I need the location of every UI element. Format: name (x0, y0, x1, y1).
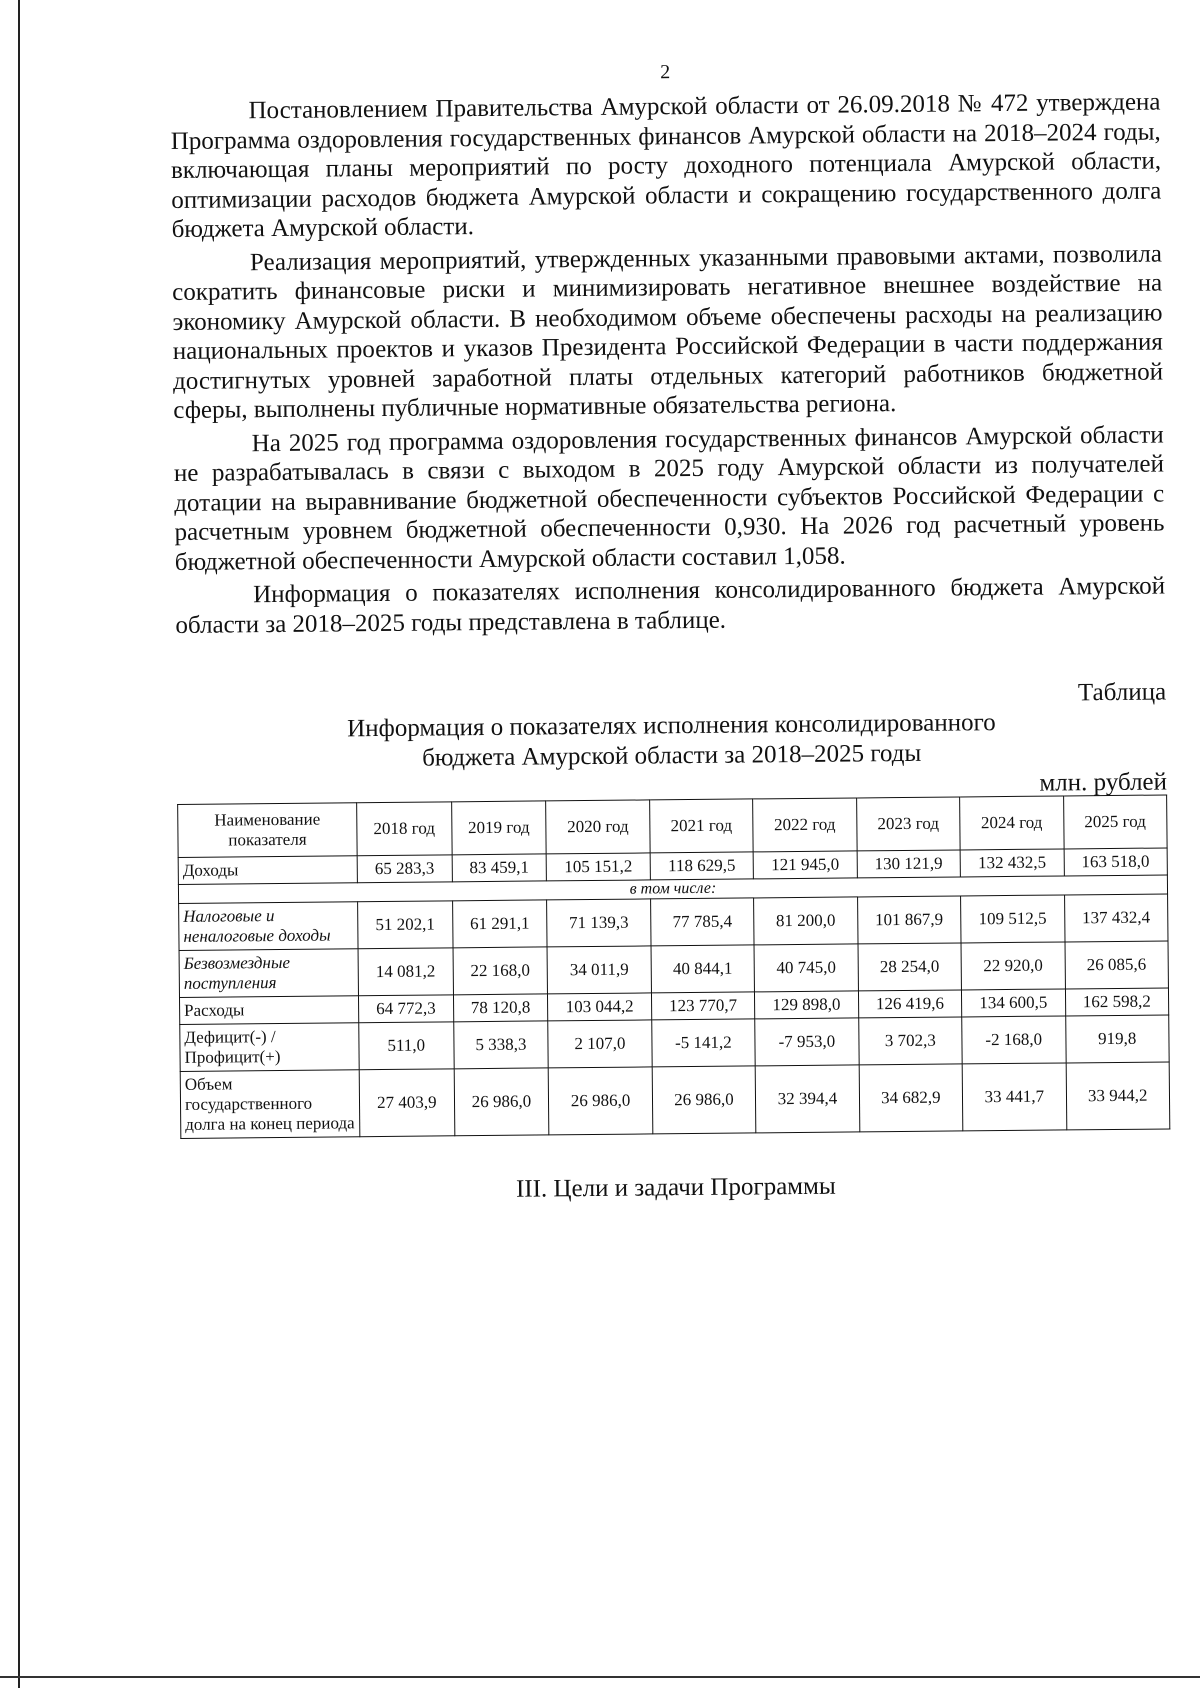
table-cell: 126 419,6 (858, 990, 962, 1018)
table-cell: 5 338,3 (453, 1021, 548, 1069)
header-cell: Наименование показателя (178, 803, 358, 858)
header-cell: 2018 год (357, 802, 452, 856)
table-cell: 78 120,8 (453, 994, 548, 1022)
table-row (180, 1062, 1170, 1138)
table-cell: 14 081,2 (358, 948, 453, 996)
table-cell: 81 200,0 (754, 897, 858, 945)
table-cell: 27 403,9 (359, 1069, 454, 1137)
table-cell: 163 518,0 (1064, 848, 1168, 876)
table-cell: 51 202,1 (358, 901, 453, 949)
table-cell: 919,8 (1065, 1015, 1169, 1063)
table-cell: 2 107,0 (548, 1020, 652, 1068)
row-name: Безвозмездные поступления (179, 949, 358, 998)
table-cell: 118 629,5 (650, 852, 754, 880)
table-cell: -5 141,2 (651, 1019, 755, 1067)
table-cell: 101 867,9 (857, 896, 961, 944)
row-name: Расходы (179, 996, 358, 1025)
table-units: млн. рублей (1039, 768, 1168, 797)
table-cell: 64 772,3 (358, 995, 453, 1023)
header-cell: 2019 год (451, 801, 546, 855)
table-subheading: в том числе: (178, 875, 1167, 903)
table-cell: 40 745,0 (754, 944, 858, 992)
table-cell: -7 953,0 (755, 1018, 859, 1066)
table-cell: 22 920,0 (961, 942, 1065, 990)
table-cell: 33 441,7 (962, 1063, 1066, 1131)
table-cell: 137 432,4 (1064, 894, 1168, 942)
table-cell: 22 168,0 (453, 947, 548, 995)
header-cell: 2021 год (649, 799, 753, 853)
document-page (170, 50, 1171, 1206)
table-cell: 129 898,0 (755, 991, 859, 1019)
header-cell: 2022 год (753, 798, 857, 852)
page-number: 2 (660, 61, 671, 84)
table-cell: 26 085,6 (1065, 941, 1169, 989)
table-cell: 34 011,9 (547, 946, 651, 994)
table-cell: 65 283,3 (357, 855, 452, 883)
table-cell: 26 986,0 (454, 1068, 549, 1136)
table-title-line-1: Информация о показателях исполнения консолидированного (347, 709, 996, 743)
header-cell: 2020 год (546, 800, 650, 854)
table-cell: 33 944,2 (1066, 1062, 1170, 1130)
table-cell: 77 785,4 (650, 898, 754, 946)
table-cell: 511,0 (359, 1022, 454, 1070)
header-cell: 2023 год (856, 797, 960, 851)
header-cell: 2024 год (960, 796, 1064, 850)
table-cell: 32 394,4 (755, 1065, 859, 1133)
table-cell: 40 844,1 (651, 945, 755, 993)
row-name: Доходы (178, 856, 357, 885)
section-heading: III. Цели и задачи Программы (515, 1172, 836, 1203)
table-cell: -2 168,0 (962, 1016, 1066, 1064)
scan-edge-left (18, 0, 20, 1688)
table-cell: 3 702,3 (858, 1017, 962, 1065)
header-cell: 2025 год (1063, 795, 1167, 849)
table-cell: 105 151,2 (546, 853, 650, 881)
paragraph-3: На 2025 год программа оздоровления государственных финансов Амурской области не разрабатывалась в связи с выходом в 2025 году Амурской области из получателей дотации на выравнивание бюджетной обеспеченности субъектов Российской Федерации с расчетным уровнем бюджетной обеспеченности 0,930. На 2026 год расчетный уровень бюджетной обеспеченности Амурской области составил 1,058. (173, 420, 1165, 576)
table-cell: 26 986,0 (652, 1066, 756, 1134)
budget-table (177, 794, 1170, 1138)
table-cell: 61 291,1 (452, 900, 547, 948)
row-name: Дефицит(-) / Профицит(+) (180, 1023, 359, 1072)
table-cell: 103 044,2 (548, 993, 652, 1021)
table-cell: 132 432,5 (960, 849, 1064, 877)
scan-edge-bottom (0, 1676, 1200, 1678)
table-cell: 162 598,2 (1065, 988, 1169, 1016)
table-cell: 134 600,5 (962, 989, 1066, 1017)
table-title (176, 706, 1167, 776)
table-header-row (178, 795, 1167, 857)
paragraph-2: Реализация мероприятий, утвержденных указанными правовыми актами, позволила сократить финансовые риски и минимизировать негативное внешнее воздействие на экономику Амурской области. В необходимом объеме обеспечены расходы на реализацию национальных проектов и указов Президента Российской Федерации в части поддержания достигнутых уровней заработной платы отдельных категорий работников бюджетной сферы, выполнены публичные нормативные обязательства региона. (172, 239, 1164, 424)
table-cell: 71 139,3 (547, 899, 651, 947)
row-name: Налоговые и неналоговые доходы (179, 902, 358, 951)
table-cell: 123 770,7 (651, 992, 755, 1020)
table-cell: 130 121,9 (857, 850, 961, 878)
paragraph-1: Постановлением Правительства Амурской области от 26.09.2018 № 472 утверждена Программа оздоровления государственных финансов Амурской области на 2018–2024 годы, включающая планы мероприятий по росту доходного потенциала Амурской области, оптимизации расходов бюджета Амурской области и сокращению государственного долга бюджета Амурской области. (170, 88, 1162, 243)
table-cell: 34 682,9 (859, 1064, 963, 1132)
table-title-line-2: бюджета Амурской области за 2018–2025 годы (421, 739, 922, 772)
table-cell: 109 512,5 (961, 895, 1065, 943)
table-cell: 83 459,1 (452, 854, 547, 882)
table-label: Таблица (1077, 678, 1167, 707)
table-cell: 28 254,0 (858, 943, 962, 991)
row-name: Объем государственного долга на конец периода (180, 1070, 360, 1139)
table-cell: 121 945,0 (753, 851, 857, 879)
table-cell: 26 986,0 (549, 1067, 653, 1135)
paragraph-4: Информация о показателях исполнения консолидированного бюджета Амурской области за 2018–2025 годы представлена в таблице. (175, 572, 1166, 639)
